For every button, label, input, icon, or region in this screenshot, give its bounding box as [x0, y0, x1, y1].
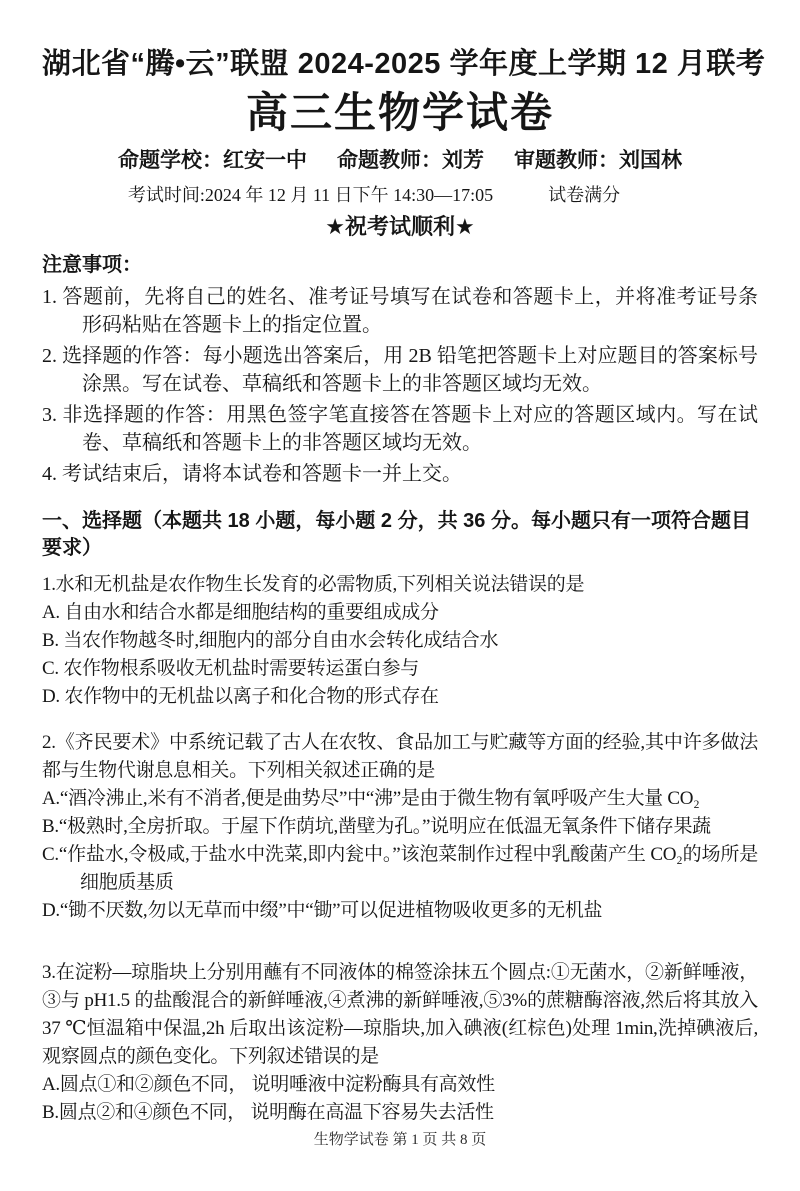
byline-row [42, 147, 758, 174]
question-2-option-d: D.“锄不厌数,勿以无草而中缀”中“锄”可以促进植物吸收更多的无机盐 [42, 900, 603, 921]
exam-time-label: 考试时间:2024 年 12 月 11 日下午 14:30—17:05 [127, 185, 494, 205]
question-3-stem: 3.在淀粉—琼脂块上分别用蘸有不同液体的棉签涂抹五个圆点:①无菌水，②新鲜唾液，③与 pH1.5 的盐酸混合的新鲜唾液,④煮沸的新鲜唾液,⑤3%的蔗糖酶溶液,然后将其放入 37 ℃恒温箱中保温,2h 后取出该淀粉—琼脂块,加入碘液(红棕色)处理 1min,洗掉碘液后,观察圆点的颜色变化。下列叙述错误的是 [42, 962, 758, 1067]
question-1-option-b: B. 当农作物越冬时,细胞内的部分自由水会转化成结合水 [42, 630, 499, 651]
question-1-option-c: C. 农作物根系吸收无机盐时需要转运蛋白参与 [42, 658, 419, 679]
question-2 [42, 729, 758, 925]
question-1-option-d: D. 农作物中的无机盐以离子和化合物的形式存在 [42, 686, 439, 707]
question-3-option-a: A.圆点①和②颜色不同， 说明唾液中淀粉酶具有高效性 [42, 1074, 495, 1095]
notice-item: 3. 非选择题的作答：用黑色签字笔直接答在答题卡上对应的答题区域内。写在试卷、草稿纸和答题卡上的非答题区域均无效。 [42, 404, 758, 454]
question-1 [42, 571, 758, 711]
question-1-stem: 1.水和无机盐是农作物生长发育的必需物质,下列相关说法错误的是 [42, 574, 585, 595]
paper-header [42, 46, 766, 241]
notice-section [42, 252, 758, 488]
exam-time-row [16, 183, 732, 207]
question-1-option-a: A. 自由水和结合水都是细胞结构的重要组成成分 [42, 602, 439, 623]
notice-item: 1. 答题前，先将自己的姓名、准考证号填写在试卷和答题卡上，并将准考证号条形码粘贴在答题卡上的指定位置。 [42, 286, 758, 336]
wish-line: ★祝考试顺利★ [325, 214, 475, 239]
school-label: 命题学校：红安一中 [118, 149, 307, 172]
page-footer: 生物学试卷 第 1 页 共 8 页 [313, 1132, 487, 1148]
question-2-option-c: C.“作盐水,令极咸,于盐水中洗菜,即内瓮中。”该泡菜制作过程中乳酸菌产生 CO₂的场所是细胞质基质 [42, 844, 758, 893]
question-2-stem: 2.《齐民要术》中系统记载了古人在农牧、食品加工与贮藏等方面的经验,其中许多做法都与生物代谢息息相关。下列相关叙述正确的是 [42, 732, 758, 781]
reviewer-label: 审题教师：刘国林 [514, 149, 682, 172]
question-2-option-a: A.“酒冷沸止,米有不消者,便是曲势尽”中“沸”是由于微生物有氧呼吸产生大量 CO₂ [42, 788, 700, 809]
notice-item: 4. 考试结束后，请将本试卷和答题卡一并上交。 [42, 463, 462, 485]
multiple-choice-section [42, 508, 758, 1127]
notice-list [42, 283, 758, 488]
section-one-heading: 一、选择题（本题共 18 小题，每小题 2 分，共 36 分。每小题只有一项符合题目要求） [42, 510, 751, 559]
question-3-option-b: B.圆点②和④颜色不同， 说明酶在高温下容易失去活性 [42, 1102, 494, 1123]
league-title: 湖北省“腾•云”联盟 2024-2025 学年度上学期 12 月联考 [42, 48, 766, 80]
question-3 [42, 959, 758, 1127]
notice-title: 注意事项： [42, 254, 142, 276]
setter-label: 命题教师：刘芳 [337, 149, 484, 172]
full-score-label: 试卷满分 [548, 185, 621, 205]
question-2-option-b: B.“极熟时,全房折取。于屋下作荫坑,凿壁为孔。”说明应在低温无氧条件下储存果蔬 [42, 816, 711, 837]
paper-title: 高三生物学试卷 [245, 89, 554, 136]
notice-item: 2. 选择题的作答：每小题选出答案后，用 2B 铅笔把答题卡上对应题目的答案标号涂黑。写在试卷、草稿纸和答题卡上的非答题区域均无效。 [42, 345, 758, 395]
